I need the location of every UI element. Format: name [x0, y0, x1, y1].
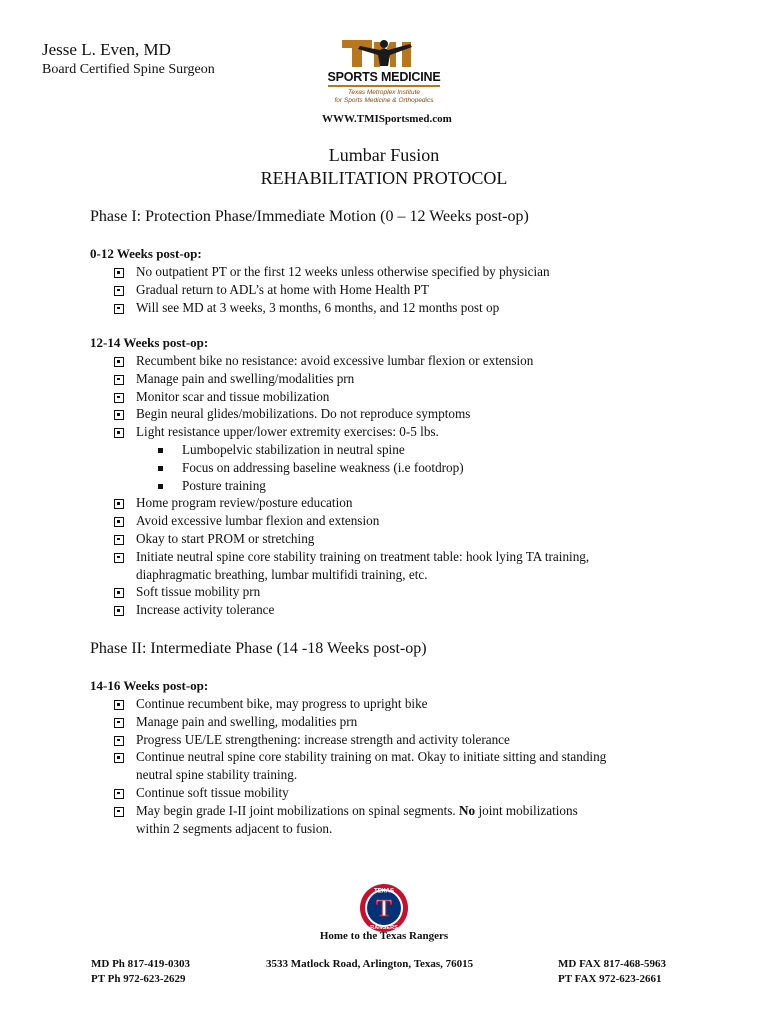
list-item: Home program review/posture education — [114, 494, 674, 512]
list-item: Will see MD at 3 weeks, 3 months, 6 months, and 12 months post op — [114, 299, 674, 317]
pt-fax: PT FAX 972-623-2661 — [558, 973, 662, 985]
footer-faxes — [558, 957, 666, 987]
pt-phone: PT Ph 972-623-2629 — [91, 973, 186, 985]
badge-letter: T — [375, 896, 393, 922]
physician-block — [42, 40, 215, 79]
list-item-line-1: Initiate neutral spine core stability training on treatment table: hook lying TA training, — [136, 548, 590, 564]
logo-tagline-2: for Sports Medicine & Orthopedics — [334, 97, 434, 104]
badge-text-bottom: RANGERS — [370, 925, 398, 931]
physician-name: Jesse L. Even, MD — [42, 40, 171, 59]
website-url[interactable]: WWW.TMISportsmed.com — [322, 113, 452, 125]
list-item: Begin neural glides/mobilizations. Do not reproduce symptoms — [114, 405, 674, 423]
list-item: Light resistance upper/lower extremity exercises: 0-5 lbs. — [114, 423, 674, 441]
emphasis-no: No — [459, 802, 476, 818]
phase-1-heading: Phase I: Protection Phase/Immediate Motion (0 – 12 Weeks post-op) — [90, 208, 529, 225]
sub-list-item: Posture training — [114, 477, 674, 495]
rangers-badge — [359, 883, 409, 933]
phase-1-sub2-list — [114, 352, 674, 619]
rangers-logo-icon — [359, 883, 409, 933]
list-item: Okay to start PROM or stretching — [114, 530, 674, 548]
list-item: Monitor scar and tissue mobilization — [114, 388, 674, 406]
phase-2-sub1-label: 14-16 Weeks post-op: — [90, 678, 209, 693]
phase-1-sub1-label: 0-12 Weeks post-op: — [90, 246, 202, 261]
list-item: Increase activity tolerance — [114, 601, 674, 619]
list-item: Continue soft tissue mobility — [114, 784, 674, 802]
md-fax: MD FAX 817-468-5963 — [558, 958, 666, 970]
list-item-line-1: Continue neutral spine core stability training on mat. Okay to initiate sitting and standing — [136, 749, 607, 765]
rangers-caption: Home to the Texas Rangers — [319, 930, 449, 942]
document-subtitle: REHABILITATION PROTOCOL — [260, 168, 508, 188]
list-item: Soft tissue mobility prn — [114, 583, 674, 601]
list-item: Avoid excessive lumbar flexion and extension — [114, 512, 674, 530]
logo-divider — [328, 85, 440, 87]
md-phone: MD Ph 817-419-0303 — [91, 958, 190, 970]
list-item: Manage pain and swelling, modalities prn — [114, 713, 674, 731]
list-item: Progress UE/LE strengthening: increase strength and activity tolerance — [114, 731, 674, 749]
badge-text-top: TEXAS — [373, 888, 395, 895]
phase-2-heading: Phase II: Intermediate Phase (14 -18 Weeks post-op) — [90, 640, 427, 657]
tmi-logo — [322, 38, 452, 125]
list-item-text-cont: joint mobilizations — [475, 802, 578, 818]
list-item-text: May begin grade I-II joint mobilizations on spinal segments. — [136, 802, 460, 818]
list-item: No outpatient PT or the first 12 weeks unless otherwise specified by physician — [114, 263, 674, 281]
logo-tagline-1: Texas Metroplex Institute — [347, 89, 421, 96]
list-item: Recumbent bike no resistance: avoid excessive lumbar flexion or extension — [114, 352, 674, 370]
list-item — [114, 802, 674, 838]
list-item: Manage pain and swelling/modalities prn — [114, 370, 674, 388]
physician-title: Board Certified Spine Surgeon — [42, 62, 215, 77]
footer-address: 3533 Matlock Road, Arlington, Texas, 76015 — [266, 958, 474, 970]
list-item — [114, 548, 674, 584]
phase-2-sub1-list — [114, 695, 674, 837]
sub-list-item: Focus on addressing baseline weakness (i.e footdrop) — [114, 459, 674, 477]
footer-phones — [91, 957, 190, 987]
document-title: Lumbar Fusion — [328, 145, 440, 165]
phase-1-sub1-list — [114, 263, 674, 316]
list-item-line-2: neutral spine stability training. — [136, 767, 298, 783]
list-item: Gradual return to ADL’s at home with Home Health PT — [114, 281, 674, 299]
list-item-line-2: diaphragmatic breathing, lumbar multifidi training, etc. — [136, 566, 428, 582]
tmi-figure-icon — [322, 38, 446, 68]
tmi-logo-mark — [322, 38, 446, 68]
logo-brand: SPORTS MEDICINE — [327, 70, 441, 84]
list-item: Continue recumbent bike, may progress to upright bike — [114, 695, 674, 713]
sub-list-item: Lumbopelvic stabilization in neutral spine — [114, 441, 674, 459]
list-item-line-2: within 2 segments adjacent to fusion. — [136, 820, 333, 836]
phase-1-sub2-label: 12-14 Weeks post-op: — [90, 335, 209, 350]
list-item — [114, 748, 674, 784]
